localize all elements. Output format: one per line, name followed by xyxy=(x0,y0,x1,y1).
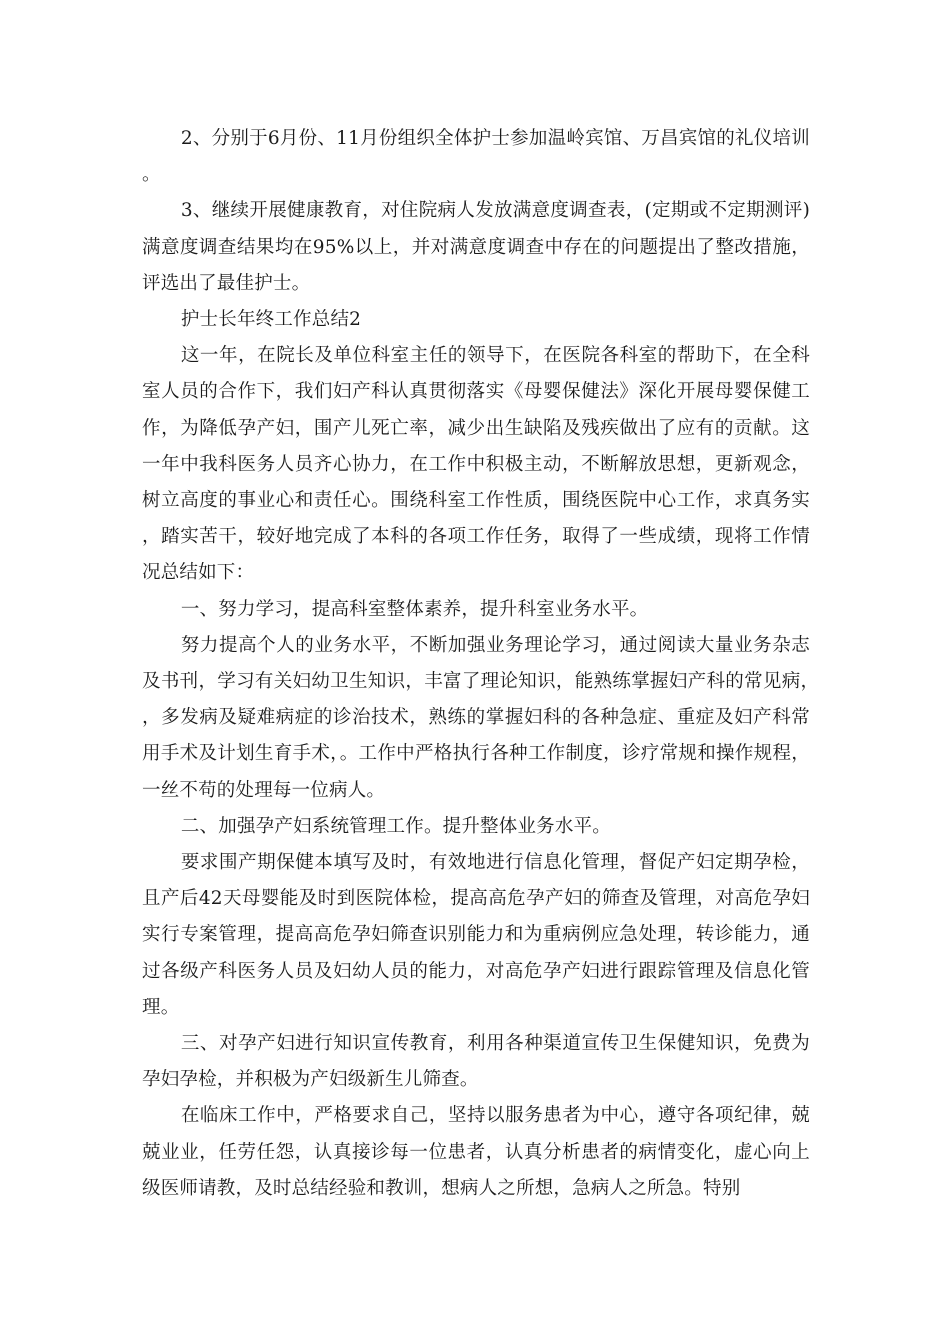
paragraph-etiquette-training: 2、分别于6月份、11月份组织全体护士参加温岭宾馆、万昌宾馆的礼仪培训。 xyxy=(142,128,810,186)
heading-education: 三、对孕产妇进行知识宣传教育，利用各种渠道宣传卫生保健知识，免费为孕妇孕检，并积极为产妇级新生儿筛查。 xyxy=(142,1033,810,1091)
document-body xyxy=(142,121,810,1207)
heading-maternal-management: 二、加强孕产妇系统管理工作。提升整体业务水平。 xyxy=(180,815,611,837)
paragraph-introduction: 这一年，在院长及单位科室主任的领导下，在医院各科室的帮助下，在全科室人员的合作下，我们妇产科认真贯彻落实《母婴保健法》深化开展母婴保健工作，为降低孕产妇，围产儿死亡率，减少出生缺陷及残疾做出了应有的贡献。这一年中我科医务人员齐心协力，在工作中积极主动，不断解放思想，更新观念，树立高度的事业心和责任心。围绕科室工作性质，围绕医院中心工作，求真务实，踏实苦干，较好地完成了本科的各项工作任务，取得了一些成绩，现将工作情况总结如下： xyxy=(142,345,810,584)
paragraph-clinical-work: 在临床工作中，严格要求自己，坚持以服务患者为中心，遵守各项纪律，兢兢业业，任劳任怨，认真接诊每一位患者，认真分析患者的病情变化，虚心向上级医师请教，及时总结经验和教训，想病人之所想，急病人之所急。特别 xyxy=(142,1105,810,1199)
paragraph-health-education: 3、继续开展健康教育，对住院病人发放满意度调查表，(定期或不定期测评)满意度调查结果均在95%以上，并对满意度调查中存在的问题提出了整改措施，评选出了最佳护士。 xyxy=(142,200,810,294)
paragraph-study: 努力提高个人的业务水平，不断加强业务理论学习，通过阅读大量业务杂志及书刊，学习有关妇幼卫生知识，丰富了理论知识，能熟练掌握妇产科的常见病，，多发病及疑难病症的诊治技术，熟练的掌握妇科的各种急症、重症及妇产科常用手术及计划生育手术，。工作中严格执行各种工作制度，诊疗常规和操作规程，一丝不苟的处理每一位病人。 xyxy=(142,634,810,801)
section-title: 护士长年终工作总结2 xyxy=(180,309,362,331)
paragraph-maternal-management: 要求围产期保健本填写及时，有效地进行信息化管理，督促产妇定期孕检，且产后42天母婴能及时到医院体检，提高高危孕产妇的筛查及管理，对高危孕妇实行专案管理，提高高危孕妇筛查识别能力和为重病例应急处理，转诊能力，通过各级产科医务人员及妇幼人员的能力，对高危孕产妇进行跟踪管理及信息化管理。 xyxy=(142,852,810,1018)
heading-study: 一、努力学习，提高科室整体素养，提升科室业务水平。 xyxy=(180,598,649,620)
